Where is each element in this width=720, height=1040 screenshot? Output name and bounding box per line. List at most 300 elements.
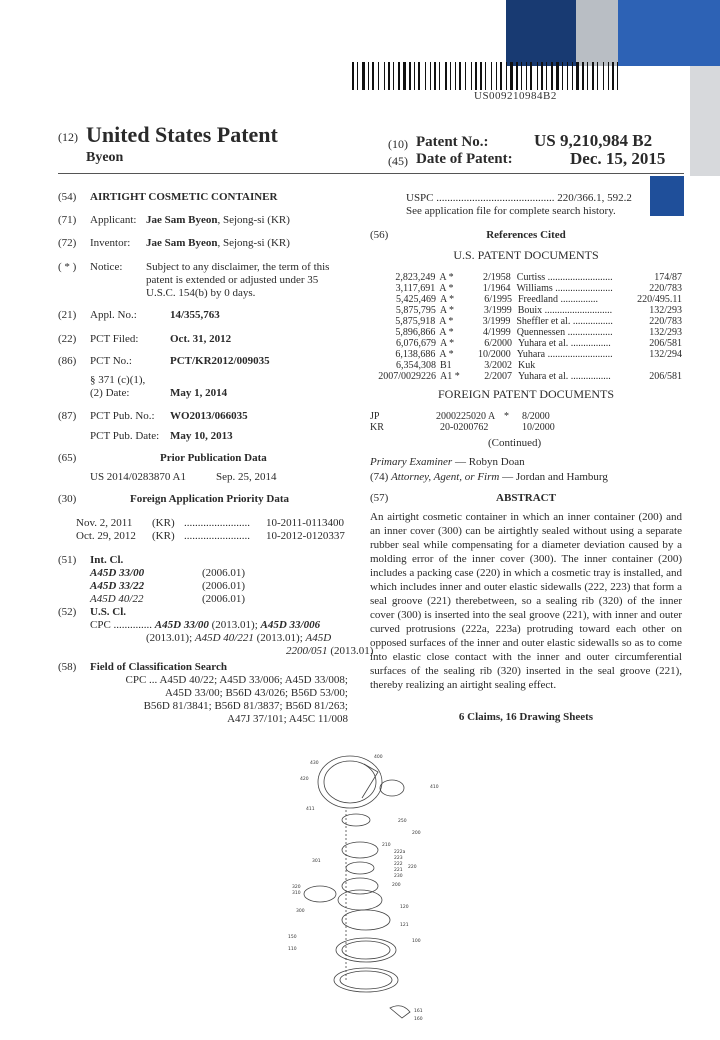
- barcode-bar: [619, 62, 621, 90]
- barcode-bar: [544, 62, 545, 90]
- references-title: References Cited: [486, 229, 566, 241]
- barcode-bar: [450, 62, 451, 90]
- reference-rd: 6/2000: [484, 338, 512, 349]
- barcode-bar: [560, 62, 561, 90]
- code-65: (65): [58, 452, 77, 464]
- barcode-bar: [386, 62, 387, 90]
- reference-author: [512, 338, 612, 349]
- int-cl-label: Int. Cl.: [90, 554, 124, 566]
- barcode-bar: [368, 62, 369, 90]
- label-222: 222: [394, 862, 403, 867]
- code-51: (51): [58, 554, 77, 566]
- barcode-bar: [403, 62, 406, 90]
- reference-name: Yuhara et al.: [518, 338, 569, 349]
- date-of-patent-label: Date of Patent:: [416, 151, 513, 167]
- int-cl-3: A45D 40/22: [90, 593, 144, 605]
- barcode-bar: [352, 62, 354, 90]
- corner-band-light: [690, 66, 720, 176]
- label-320: 320: [292, 885, 301, 890]
- pct-pub-no: WO2013/066035: [170, 410, 248, 422]
- patent-drawing: [290, 750, 460, 1030]
- fp1-country: (KR): [152, 517, 175, 529]
- reference-rc: 220/783: [649, 283, 682, 294]
- barcode-bar: [556, 62, 559, 90]
- pct-pub-date-label: PCT Pub. Date:: [90, 430, 160, 442]
- reference-dots: ................: [572, 316, 613, 327]
- barcode-bar: [459, 62, 461, 90]
- barcode-bar: [605, 62, 607, 90]
- barcode-bar: [537, 62, 538, 90]
- mirror: [380, 780, 404, 796]
- uspc-line: USPC ........................................... 220/366.1, 592.2: [406, 192, 632, 204]
- barcode: [352, 62, 692, 90]
- code-notice: ( * ): [58, 261, 77, 273]
- code-71: (71): [58, 214, 77, 226]
- label-301: 301: [312, 859, 321, 864]
- barcode-bar: [401, 62, 402, 90]
- barcode-bar: [485, 62, 486, 90]
- reference-row: [370, 349, 682, 360]
- barcode-bar: [480, 62, 482, 90]
- barcode-bar: [391, 62, 392, 90]
- fp1-date: Nov. 2, 2011: [76, 517, 133, 529]
- reference-rc: 132/294: [649, 349, 682, 360]
- reference-rc: 174/87: [654, 272, 682, 283]
- code-12: (12): [58, 130, 78, 144]
- barcode-bar: [617, 62, 618, 90]
- field-search-2: A45D 33/00; B56D 43/026; B56D 53/00;: [164, 687, 348, 699]
- reference-rk: A *: [439, 283, 454, 294]
- barcode-bar: [398, 62, 400, 90]
- code-57: (57): [370, 492, 389, 504]
- barcode-bar: [448, 62, 449, 90]
- barcode-bar: [430, 62, 431, 90]
- reference-author: [512, 360, 612, 371]
- label-161: 161: [414, 1009, 423, 1014]
- code-30: (30): [58, 493, 77, 505]
- label-411: 411: [306, 807, 315, 812]
- reference-rk: A *: [439, 327, 454, 338]
- fr1-date: 8/2000: [522, 411, 550, 422]
- label-223: 223: [394, 856, 403, 861]
- barcode-bar: [432, 62, 433, 90]
- continued: (Continued): [488, 437, 542, 449]
- barcode-bar: [506, 62, 507, 90]
- reference-rk: A *: [440, 294, 455, 305]
- barcode-bar: [580, 62, 581, 90]
- label-420: 420: [300, 777, 309, 782]
- label-300: 300: [296, 909, 305, 914]
- reference-row: [370, 327, 682, 338]
- barcode-bar: [615, 62, 616, 90]
- s371-date: May 1, 2014: [170, 387, 228, 399]
- corner-band-gray: [576, 0, 618, 66]
- barcode-bar: [359, 62, 361, 90]
- code-21: (21): [58, 309, 77, 321]
- base-inner: [340, 971, 392, 989]
- barcode-bar: [562, 62, 563, 90]
- reference-row: [370, 294, 682, 305]
- fp2-dots: ........................: [184, 530, 250, 542]
- barcode-bar: [510, 62, 513, 90]
- barcode-bar: [425, 62, 426, 90]
- primary-examiner: Primary Examiner — Robyn Doan: [370, 456, 525, 468]
- barcode-bar: [445, 62, 447, 90]
- barcode-bar: [603, 62, 604, 90]
- field-search-label: Field of Classification Search: [90, 661, 227, 673]
- label-230: 230: [394, 874, 403, 879]
- patent-no: US 9,210,984 B2: [534, 131, 653, 150]
- barcode-bar: [597, 62, 598, 90]
- barcode-bar: [585, 62, 586, 90]
- reference-rn: 5,875,918: [395, 316, 436, 327]
- barcode-bar: [372, 62, 374, 90]
- barcode-bar: [409, 62, 411, 90]
- barcode-bar: [427, 62, 429, 90]
- reference-rd: 10/2000: [478, 349, 511, 360]
- reference-name: Yuhara et al.: [518, 371, 569, 382]
- fr2-no: 20-0200762: [440, 422, 489, 433]
- code-22: (22): [58, 333, 77, 345]
- barcode-bar: [548, 62, 550, 90]
- ring-3: [346, 862, 374, 874]
- reference-rd: 2/2007: [484, 371, 512, 382]
- reference-rn: 3,117,691: [395, 283, 436, 294]
- barcode-bar: [503, 62, 505, 90]
- applicant: Jae Sam Byeon, Sejong-si (KR): [146, 214, 290, 226]
- barcode-bar: [418, 62, 420, 90]
- reference-rk: A *: [440, 338, 455, 349]
- int-cl-1-date: (2006.01): [202, 567, 246, 579]
- int-cl-2: A45D 33/22: [90, 580, 145, 592]
- appl-no: 14/355,763: [170, 309, 220, 321]
- cpc-line-2: (2013.01); A45D 40/221 (2013.01); A45D: [146, 632, 332, 644]
- prior-pub-no: US 2014/0283870 A1: [90, 471, 186, 483]
- reference-name: Kuk: [518, 360, 536, 371]
- label-430: 430: [310, 761, 319, 766]
- inventor-label: Inventor:: [90, 237, 131, 249]
- barcode-bar: [554, 62, 555, 90]
- field-search-3: B56D 81/3841; B56D 81/3837; B56D 81/263;: [143, 700, 348, 712]
- label-222a: 222a: [394, 850, 406, 855]
- barcode-bar: [465, 62, 466, 90]
- reference-rc: [612, 360, 682, 371]
- fr2-date: 10/2000: [522, 422, 555, 433]
- barcode-bar: [355, 62, 356, 90]
- reference-dots: ..................: [567, 327, 613, 338]
- barcode-bar: [530, 62, 532, 90]
- reference-name: Curtiss: [516, 272, 546, 283]
- patent-type-title: United States Patent: [86, 122, 278, 147]
- code-45: (45): [388, 154, 408, 168]
- code-52: (52): [58, 606, 77, 618]
- reference-row: [370, 272, 682, 283]
- reference-rd: 1/1964: [482, 283, 511, 294]
- barcode-bar: [541, 62, 543, 90]
- barcode-bar: [574, 62, 575, 90]
- code-56: (56): [370, 229, 389, 241]
- fr1-no: 2000225020 A: [436, 411, 496, 422]
- reference-dots: ..........................: [547, 349, 613, 360]
- reference-rd: 2/1958: [483, 272, 511, 283]
- reference-rk: A1 *: [440, 371, 460, 382]
- us-references-list: [370, 272, 682, 382]
- barcode-bar: [564, 62, 566, 90]
- reference-row: [370, 305, 682, 316]
- barcode-bar: [595, 62, 596, 90]
- reference-dots: ..........................: [547, 272, 613, 283]
- reference-rd: 3/1999: [482, 316, 511, 327]
- blue-marker: [650, 176, 684, 216]
- barcode-bar: [523, 62, 525, 90]
- barcode-bar: [357, 62, 358, 90]
- cpc-line-3: 2200/051 (2013.01): [286, 645, 374, 657]
- barcode-bar: [471, 62, 472, 90]
- label-200: 200: [412, 831, 421, 836]
- label-100: 100: [412, 939, 421, 944]
- barcode-bar: [393, 62, 394, 90]
- barcode-bar: [526, 62, 527, 90]
- label-310: 310: [292, 891, 301, 896]
- barcode-bar: [528, 62, 529, 90]
- barcode-bar: [539, 62, 540, 90]
- barcode-bar: [567, 62, 568, 90]
- barcode-bar: [572, 62, 573, 90]
- us-cl-label: U.S. Cl.: [90, 606, 127, 618]
- reference-rn: 6,354,308: [396, 360, 436, 371]
- barcode-bar: [473, 62, 474, 90]
- barcode-bar: [498, 62, 499, 90]
- barcode-bar: [599, 62, 602, 90]
- reference-rn: 5,896,866: [395, 327, 436, 338]
- barcode-bar: [608, 62, 609, 90]
- barcode-bar: [384, 62, 385, 90]
- field-search-4: A47J 37/101; A45C 11/008: [227, 713, 348, 725]
- barcode-bar: [589, 62, 591, 90]
- barcode-bar: [439, 62, 440, 90]
- reference-dots: ...........................: [544, 305, 613, 316]
- fp2-country: (KR): [152, 530, 175, 542]
- cover-piece: [304, 886, 336, 902]
- fp1-dots: ........................: [184, 517, 250, 529]
- barcode-bar: [452, 62, 454, 90]
- cpc-line-1: CPC .............. A45D 33/00 (2013.01); A45D 33/006: [90, 619, 321, 631]
- ring-5: [338, 890, 382, 910]
- barcode-bar: [576, 62, 579, 90]
- lid-outer: [318, 756, 382, 808]
- barcode-bar: [407, 62, 408, 90]
- code-86: (86): [58, 355, 77, 367]
- barcode-bar: [500, 62, 502, 90]
- code-87: (87): [58, 410, 77, 422]
- barcode-bar: [375, 62, 377, 90]
- pct-pub-no-label: PCT Pub. No.:: [90, 410, 155, 422]
- base-ring: [336, 938, 396, 962]
- reference-name: Yuhara: [516, 349, 546, 360]
- reference-rd: 6/1995: [484, 294, 512, 305]
- invention-title: AIRTIGHT COSMETIC CONTAINER: [90, 191, 278, 203]
- barcode-bar: [610, 62, 611, 90]
- barcode-bar: [478, 62, 479, 90]
- barcode-bar: [491, 62, 492, 90]
- label-120: 120: [400, 905, 409, 910]
- pct-pub-date: May 10, 2013: [170, 430, 233, 442]
- barcode-bar: [533, 62, 536, 90]
- barcode-bar: [587, 62, 588, 90]
- barcode-bar: [493, 62, 495, 90]
- field-search-1: CPC ... A45D 40/22; A45D 33/006; A45D 33/008;: [125, 674, 348, 686]
- barcode-bar: [421, 62, 424, 90]
- int-cl-1: A45D 33/00: [90, 567, 145, 579]
- reference-name: Bouix: [517, 305, 543, 316]
- reference-rn: 6,076,679: [396, 338, 436, 349]
- barcode-bar: [508, 62, 509, 90]
- us-docs-title: U.S. PATENT DOCUMENTS: [453, 248, 599, 262]
- tab: [390, 1006, 410, 1018]
- reference-row: [370, 371, 682, 382]
- int-cl-2-date: (2006.01): [202, 580, 246, 592]
- barcode-bar: [370, 62, 371, 90]
- reference-row: [370, 316, 682, 327]
- barcode-bar: [457, 62, 458, 90]
- fp2-date: Oct. 29, 2012: [76, 530, 136, 542]
- base: [334, 968, 398, 992]
- fp2-no: 10-2012-0120337: [266, 530, 345, 542]
- prior-pub-title: Prior Publication Data: [160, 452, 267, 464]
- label-121: 121: [400, 923, 409, 928]
- barcode-bar: [551, 62, 553, 90]
- label-250: 250: [398, 819, 407, 824]
- pct-no: PCT/KR2012/009035: [170, 355, 270, 367]
- barcode-bar: [483, 62, 484, 90]
- fr1-country: JP: [370, 411, 380, 422]
- reference-row: [370, 338, 682, 349]
- reference-dots: ................: [570, 371, 611, 382]
- barcode-bar: [437, 62, 438, 90]
- abstract-text: An airtight cosmetic container in which an inner container (200) and an inner cover (300) can be airtightly sealed without using a separate rubber seal while compensating for a diameter deviation caused by a molding error of the inner cover (300). The inner container (200) includes a packing case (220) in which a cosmetic tray is installed, and which includes inner and outer elastic sidewalls (222, 223) that form a seal groove (221) therebetween, so a sealing rib (320) of the inner cover (300) is inserted into the seal groove (221), with inner and outer curved protrusions (222a, 223a) protruding toward each other on opposed surfaces of the inner and outer elastic sidewalls so as to come into elastic close contact with the inner and outer circumferential surfaces of the sealing rib (320) inserted in the seal groove (221), thereby realizing an airtight sealing effect.: [370, 511, 682, 691]
- barcode-bar: [521, 62, 522, 90]
- reference-author: [510, 316, 612, 327]
- date-of-patent: Dec. 15, 2015: [570, 149, 666, 168]
- appl-no-label: Appl. No.:: [90, 309, 137, 321]
- barcode-bar: [516, 62, 518, 90]
- barcode-bar: [612, 62, 614, 90]
- barcode-bar: [514, 62, 515, 90]
- attorney: (74) Attorney, Agent, or Firm — Jordan and Hamburg: [370, 471, 608, 483]
- pct-filed: Oct. 31, 2012: [170, 333, 232, 345]
- reference-rc: 206/581: [649, 371, 682, 382]
- reference-author: [511, 349, 613, 360]
- code-10: (10): [388, 137, 408, 151]
- reference-row: [370, 360, 682, 371]
- label-410: 410: [430, 785, 439, 790]
- reference-rn: 6,138,686: [395, 349, 436, 360]
- fp1-no: 10-2011-0113400: [266, 517, 345, 529]
- reference-rd: 3/2002: [484, 360, 512, 371]
- corner-band-blue: [618, 0, 720, 66]
- reference-author: [512, 294, 612, 305]
- barcode-bar: [496, 62, 497, 90]
- pct-no-label: PCT No.:: [90, 355, 132, 367]
- reference-author: [512, 305, 612, 316]
- barcode-bar: [395, 62, 397, 90]
- barcode-bar: [467, 62, 470, 90]
- barcode-bar: [441, 62, 444, 90]
- reference-rk: A *: [439, 305, 455, 316]
- barcode-bar: [546, 62, 547, 90]
- lid-inner: [324, 761, 376, 803]
- reference-rn: 2,823,249: [395, 272, 436, 283]
- s371-date-label: (2) Date:: [90, 387, 130, 399]
- reference-rc: 220/495.11: [637, 294, 682, 305]
- reference-rc: 132/293: [649, 305, 682, 316]
- reference-row: [370, 283, 682, 294]
- label-220: 220: [408, 865, 417, 870]
- reference-rk: A *: [439, 272, 454, 283]
- reference-author: [512, 371, 612, 382]
- abstract-title: ABSTRACT: [496, 492, 556, 504]
- barcode-bar: [366, 62, 367, 90]
- barcode-bar: [378, 62, 379, 90]
- label-160: 160: [414, 1017, 423, 1022]
- label-110: 110: [288, 947, 297, 952]
- barcode-bar: [416, 62, 417, 90]
- reference-name: Freedland: [518, 294, 558, 305]
- label-210: 210: [382, 843, 391, 848]
- claims-sheets: 6 Claims, 16 Drawing Sheets: [458, 711, 594, 723]
- label-221: 221: [394, 868, 403, 873]
- code-58: (58): [58, 661, 77, 673]
- barcode-bar: [462, 62, 464, 90]
- label-150: 150: [288, 935, 297, 940]
- inventor: Jae Sam Byeon, Sejong-si (KR): [146, 237, 290, 249]
- barcode-bar: [414, 62, 415, 90]
- barcode-bar: [487, 62, 490, 90]
- notice-text: Subject to any disclaimer, the term of this patent is extended or adjusted under 35 U.S.C. 154(b) by 0 days.: [146, 261, 330, 299]
- reference-rn: 5,875,795: [395, 305, 436, 316]
- fr1-kind: *: [504, 411, 509, 422]
- reference-dots: ...............: [560, 294, 598, 305]
- reference-rk: B1: [440, 360, 452, 371]
- int-cl-3-date: (2006.01): [202, 593, 246, 605]
- see-application: See application file for complete search history.: [406, 205, 616, 217]
- header-rule: [58, 173, 684, 174]
- code-72: (72): [58, 237, 77, 249]
- foreign-priority-title: Foreign Application Priority Data: [130, 493, 289, 505]
- barcode-bar: [434, 62, 436, 90]
- corner-band-dark: [506, 0, 576, 66]
- reference-rn: 5,425,469: [396, 294, 436, 305]
- code-54: (54): [58, 191, 77, 203]
- reference-author: [511, 283, 613, 294]
- reference-name: Quennessen: [516, 327, 566, 338]
- base-ring-inner: [342, 941, 390, 959]
- barcode-bar: [582, 62, 584, 90]
- reference-rk: A *: [439, 316, 454, 327]
- reference-rn: 2007/0029226: [378, 371, 436, 382]
- reference-author: [511, 327, 613, 338]
- reference-dots: .......................: [555, 283, 613, 294]
- reference-rc: 206/581: [649, 338, 682, 349]
- applicant-label: Applicant:: [90, 214, 137, 226]
- barcode-bar: [362, 62, 365, 90]
- inventor-surname: Byeon: [86, 150, 124, 165]
- reference-name: Sheffler et al.: [516, 316, 571, 327]
- notice-label: Notice:: [90, 261, 123, 273]
- s371: § 371 (c)(1),: [90, 374, 146, 386]
- barcode-bar: [388, 62, 390, 90]
- reference-rc: 132/293: [649, 327, 682, 338]
